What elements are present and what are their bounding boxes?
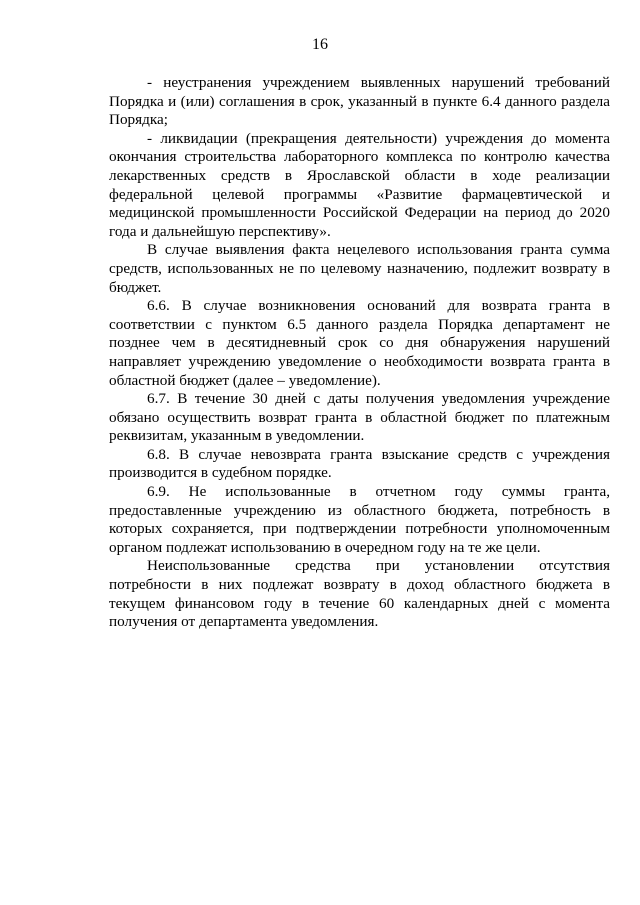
paragraph-unused-funds: Неиспользованные средства при установлении отсутствия потребности в них подлежат возврату в доход областного бюджета в текущем финансовом году в течение 60 календарных дней с момента получения от департамента уведомления.	[109, 557, 610, 631]
paragraph-6-9: 6.9. Не использованные в отчетном году суммы гранта, предоставленные учреждению из областного бюджета, потребность в которых сохраняется, при подтверждении потребности уполномоченным органом подлежат использованию в очередном году на те же цели.	[109, 483, 610, 556]
paragraph-6-7: 6.7. В течение 30 дней с даты получения уведомления учреждение обязано осуществить возврат гранта в областной бюджет по платежным реквизитам, указанным в уведомлении.	[109, 390, 610, 445]
paragraph-liquidation: - ликвидации (прекращения деятельности) учреждения до момента окончания строительства лабораторного комплекса по контролю качества лекарственных средств в Ярославской области в ходе реализации федеральной целевой программы «Развитие фармацевтической и медицинской промышленности Российской Федерации на период до 2020 года и дальнейшую перспективу».	[109, 129, 610, 240]
paragraph-6-8: 6.8. В случае невозврата гранта взыскание средств с учреждения производится в судебном порядке.	[109, 445, 610, 482]
document-body	[109, 74, 610, 632]
paragraph-6-6: 6.6. В случае возникновения оснований для возврата гранта в соответствии с пунктом 6.5 данного раздела Порядка департамент не позднее чем в десятидневный срок со дня обнаружения нарушений направляет учреждению уведомление о необходимости возврата гранта в областной бюджет (далее – уведомление).	[109, 297, 610, 389]
paragraph-non-elimination: - неустранения учреждением выявленных нарушений требований Порядка и (или) соглашения в срок, указанный в пункте 6.4 данного раздела Порядка;	[109, 74, 610, 129]
page-number: 16	[312, 36, 328, 53]
paragraph-misuse-return: В случае выявления факта нецелевого использования гранта сумма средств, использованных не по целевому назначению, подлежит возврату в бюджет.	[109, 241, 610, 296]
